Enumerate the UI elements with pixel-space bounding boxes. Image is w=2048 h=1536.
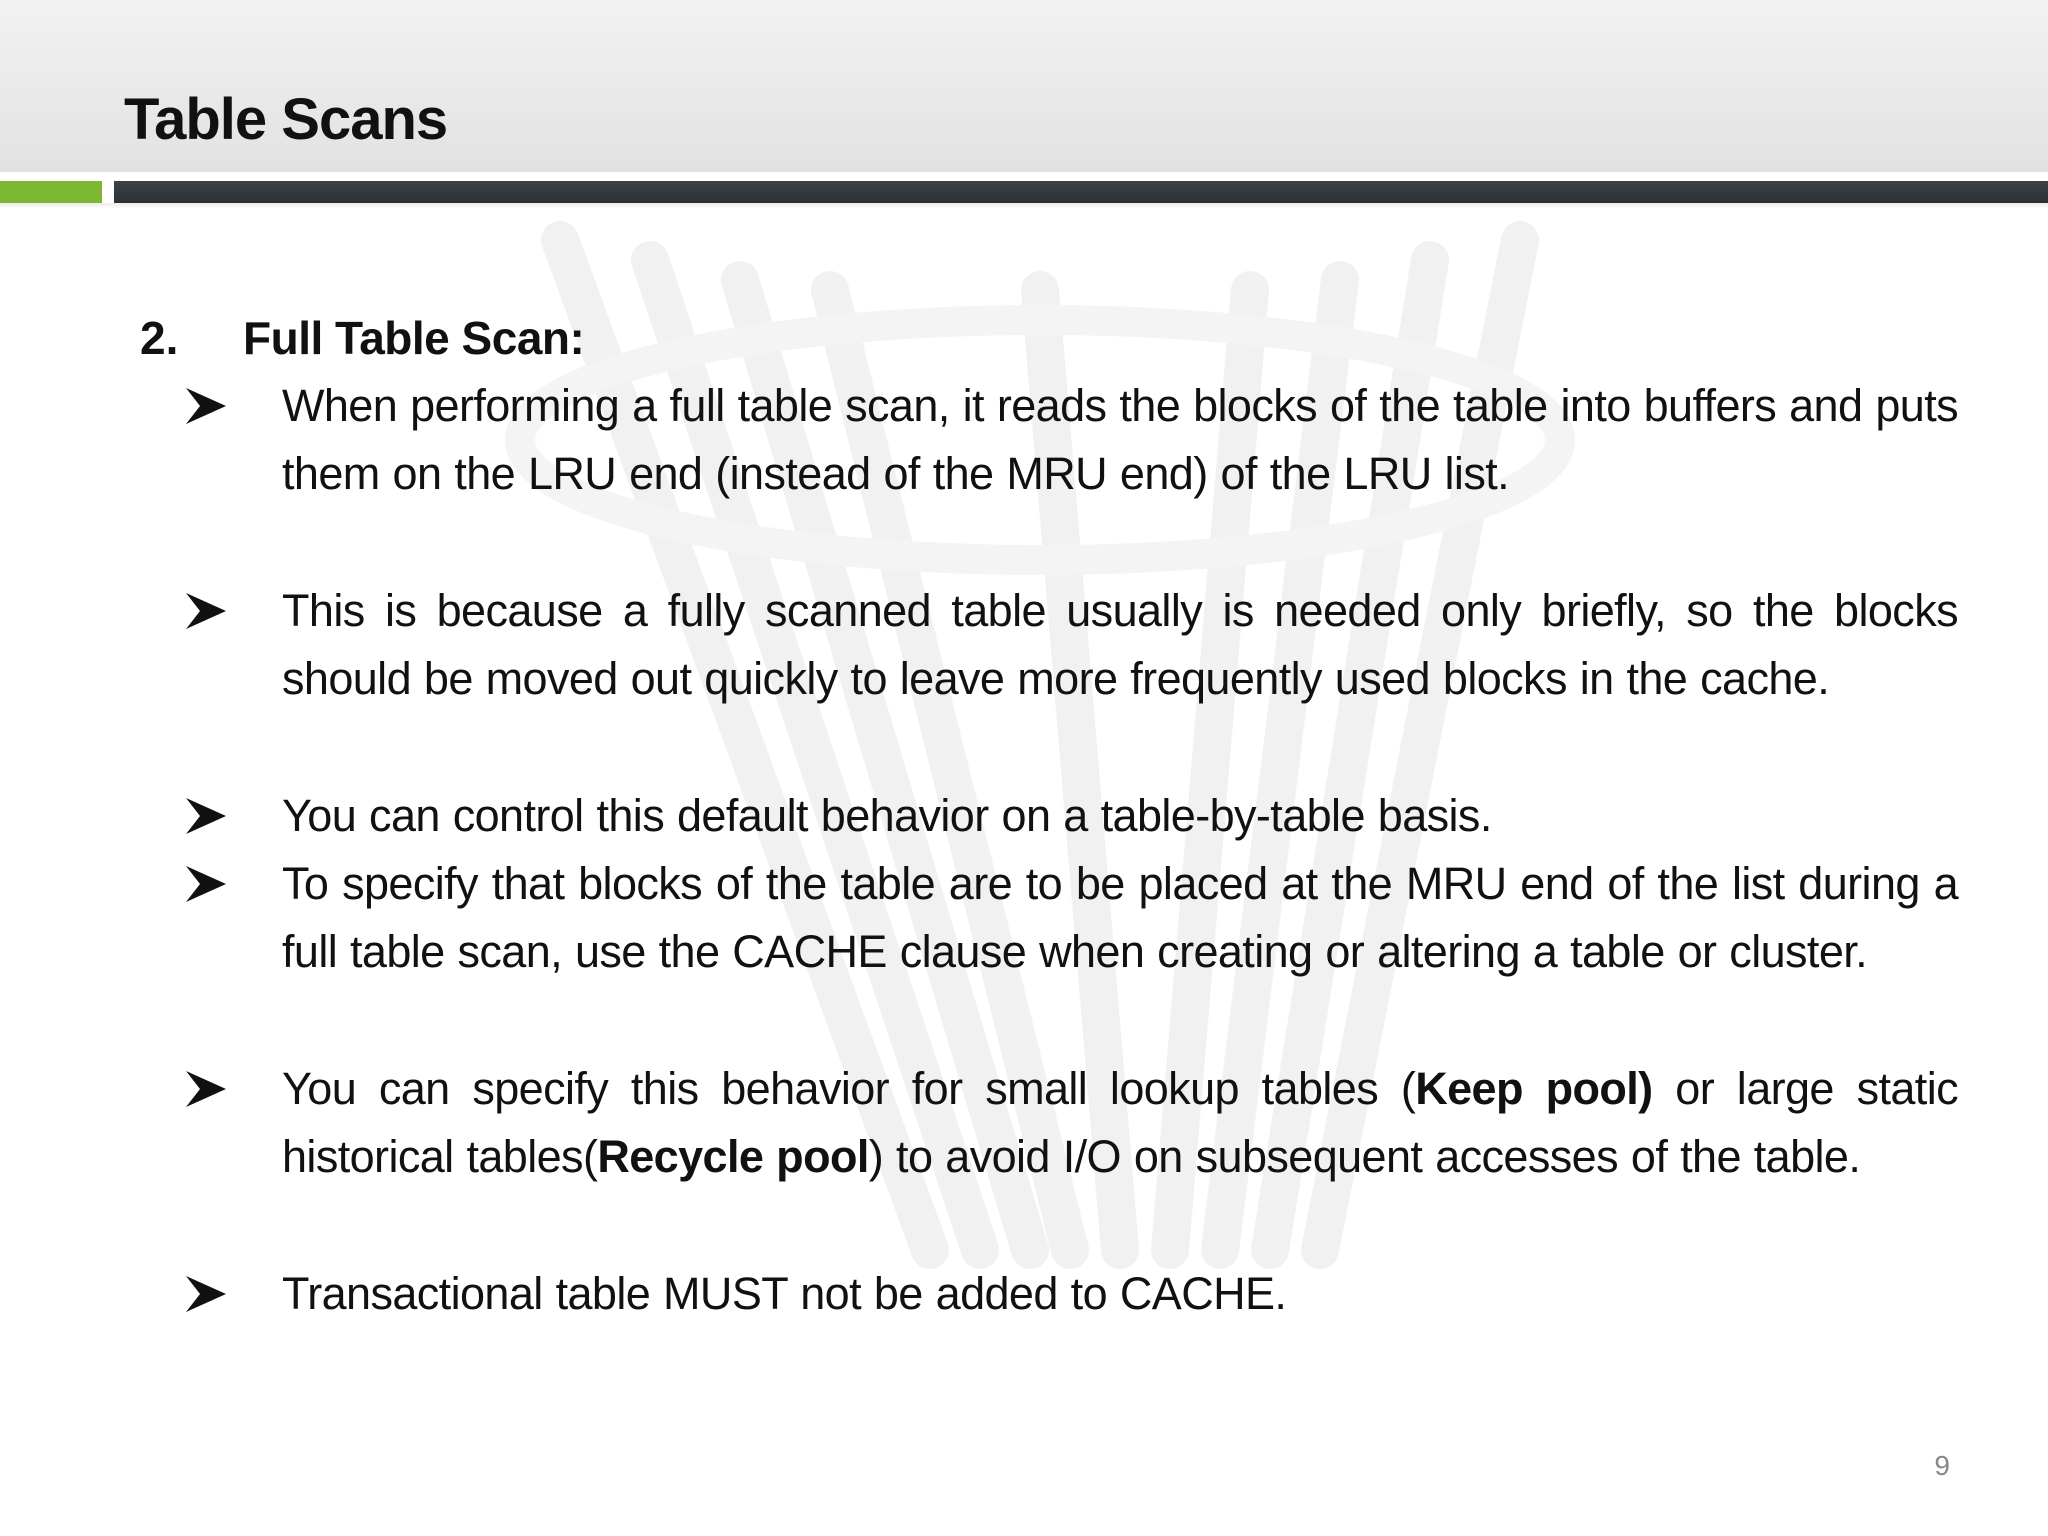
arrow-bullet-icon [184,577,228,645]
bullet-text [282,372,1958,508]
bullet-text-run: ) to avoid I/O on subsequent accesses of the table. [868,1131,1861,1182]
section-heading: Full Table Scan: [243,312,585,364]
bullet-text-run: or large static historical tables( [282,1063,1959,1182]
bullet-bold-run: Recycle pool [597,1131,869,1182]
arrow-bullet-icon [184,1260,228,1328]
section-number: 2. [140,312,179,364]
bullet-text-run: To specify that blocks of the table are to be placed at the MRU end of the list during a full table scan, use the CACHE clause when creating or altering a table or cluster. [282,858,1958,977]
arrow-bullet-icon [184,782,228,850]
bullet-text [282,850,1958,986]
page-number: 9 [1934,1450,1950,1481]
bullet-text-run: You can control this default behavior on a table-by-table basis. [282,790,1492,841]
slide-title: Table Scans [124,87,448,152]
bullet-bold-run: Keep pool) [1415,1063,1653,1114]
bullet-text [282,1260,1958,1328]
bullet-text-run: You can specify this behavior for small lookup tables ( [282,1063,1416,1114]
bullet-text [282,782,1958,850]
arrow-bullet-icon [184,850,228,918]
bullet-text-run: Transactional table MUST not be added to CACHE. [282,1268,1287,1319]
arrow-bullet-icon [184,372,228,440]
bullet-text [282,577,1958,713]
bullet-text-run: This is because a fully scanned table usually is needed only briefly, so the blocks should be moved out quickly to leave more frequently used blocks in the cache. [282,585,1958,704]
arrow-bullet-icon [184,1055,228,1123]
bullet-text [282,1055,1958,1191]
bullet-text-run: When performing a full table scan, it reads the blocks of the table into buffers and puts them on the LRU end (instead of the MRU end) of the LRU list. [282,380,1958,499]
